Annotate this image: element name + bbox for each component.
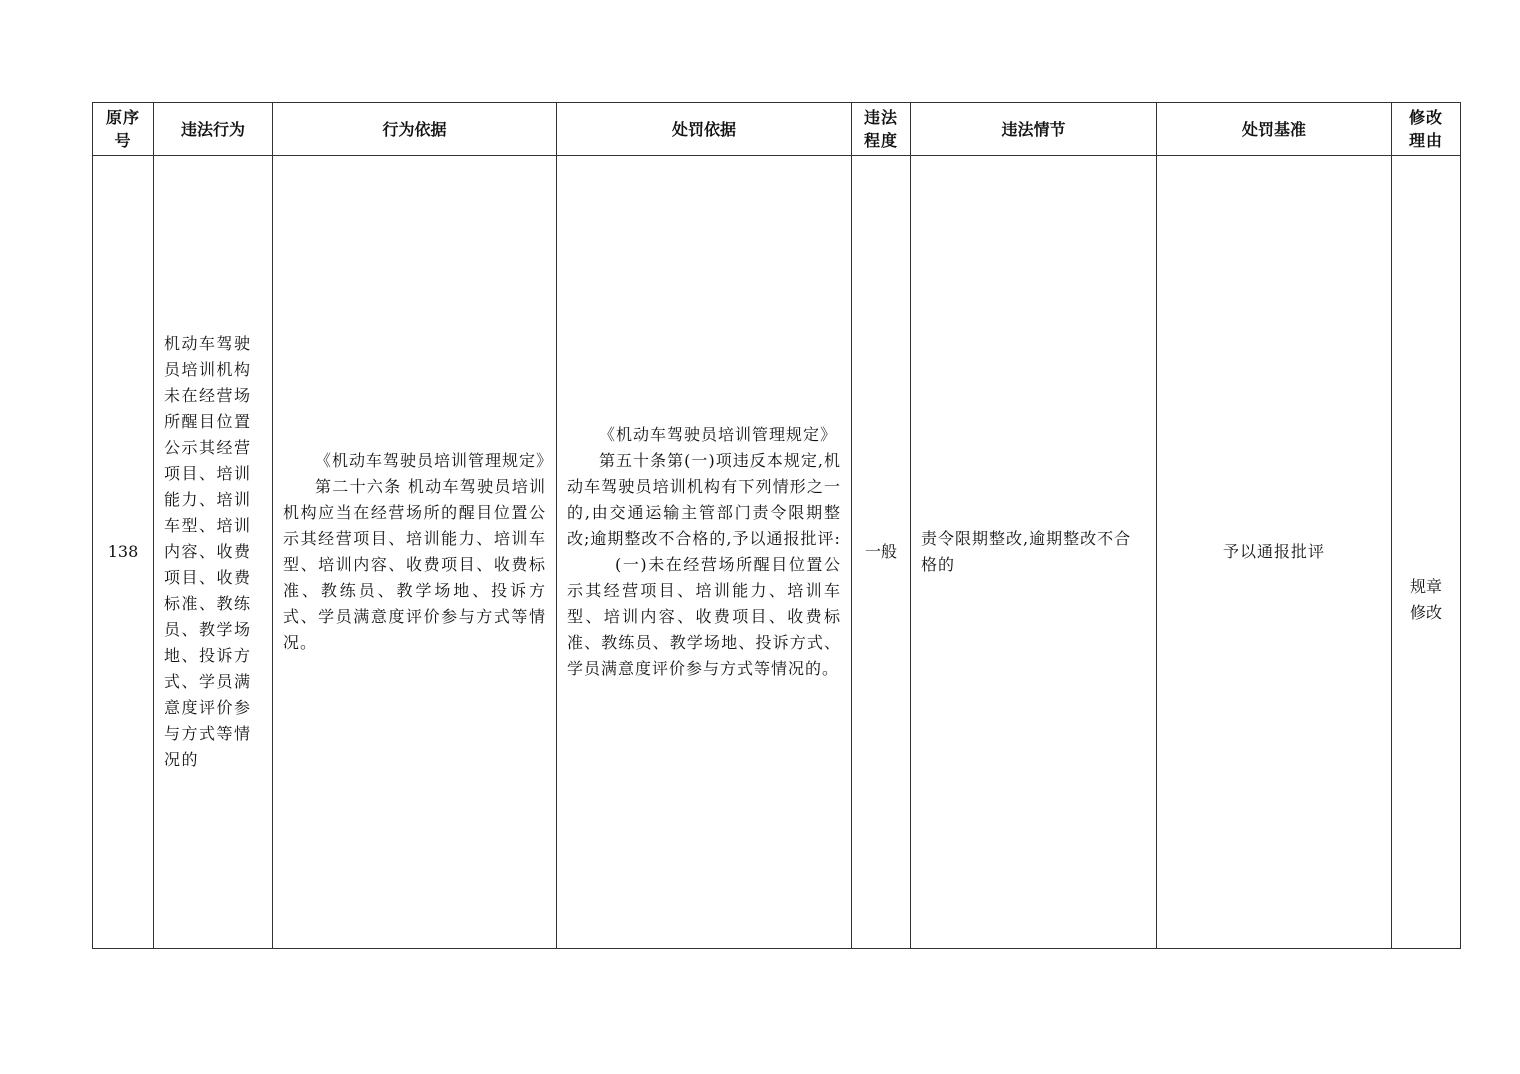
cell-circumstance: 责令限期整改,逾期整改不合格的	[911, 156, 1157, 949]
penalty-standard-table	[92, 102, 1461, 949]
penalty-basis-article: 第五十条第(一)项违反本规定,机动车驾驶员培训机构有下列情形之一的,由交通运输主管部门责令限期整改;逾期整改不合格的,予以通报批评:	[567, 451, 841, 548]
header-act-basis: 行为依据	[273, 103, 557, 156]
cell-reason	[1392, 156, 1461, 949]
act-basis-title: 《机动车驾驶员培训管理规定》	[315, 451, 554, 470]
penalty-basis-title: 《机动车驾驶员培训管理规定》	[599, 425, 838, 444]
header-behavior: 违法行为	[154, 103, 273, 156]
header-degree: 违法程度	[852, 103, 911, 156]
cell-standard: 予以通报批评	[1157, 156, 1392, 949]
act-basis-article: 第二十六条 机动车驾驶员培训机构应当在经营场所的醒目位置公示其经营项目、培训能力、培训车型、培训内容、收费项目、收费标准、教练员、教学场地、投诉方式、学员满意度评价参与方式等情况。	[283, 477, 546, 652]
cell-penalty-basis	[557, 156, 852, 949]
header-circumstance: 违法情节	[911, 103, 1157, 156]
penalty-basis-item: (一)未在经营场所醒目位置公示其经营项目、培训能力、培训车型、培训内容、收费项目、收费标准、教练员、教学场地、投诉方式、学员满意度评价参与方式等情况的。	[567, 555, 841, 678]
header-seq: 原序号	[93, 103, 154, 156]
header-reason: 修改理由	[1392, 103, 1461, 156]
reason-text: 规章修改	[1409, 576, 1442, 622]
cell-degree: 一般	[852, 156, 911, 949]
cell-seq: 138	[93, 156, 154, 949]
header-standard: 处罚基准	[1157, 103, 1392, 156]
cell-behavior: 机动车驾驶员培训机构未在经营场所醒目位置公示其经营项目、培训能力、培训车型、培训内容、收费项目、收费标准、教练员、教学场地、投诉方式、学员满意度评价参与方式等情况的	[154, 156, 273, 949]
header-row	[93, 103, 1461, 156]
table-row	[93, 156, 1461, 949]
cell-act-basis	[273, 156, 557, 949]
header-penalty-basis: 处罚依据	[557, 103, 852, 156]
